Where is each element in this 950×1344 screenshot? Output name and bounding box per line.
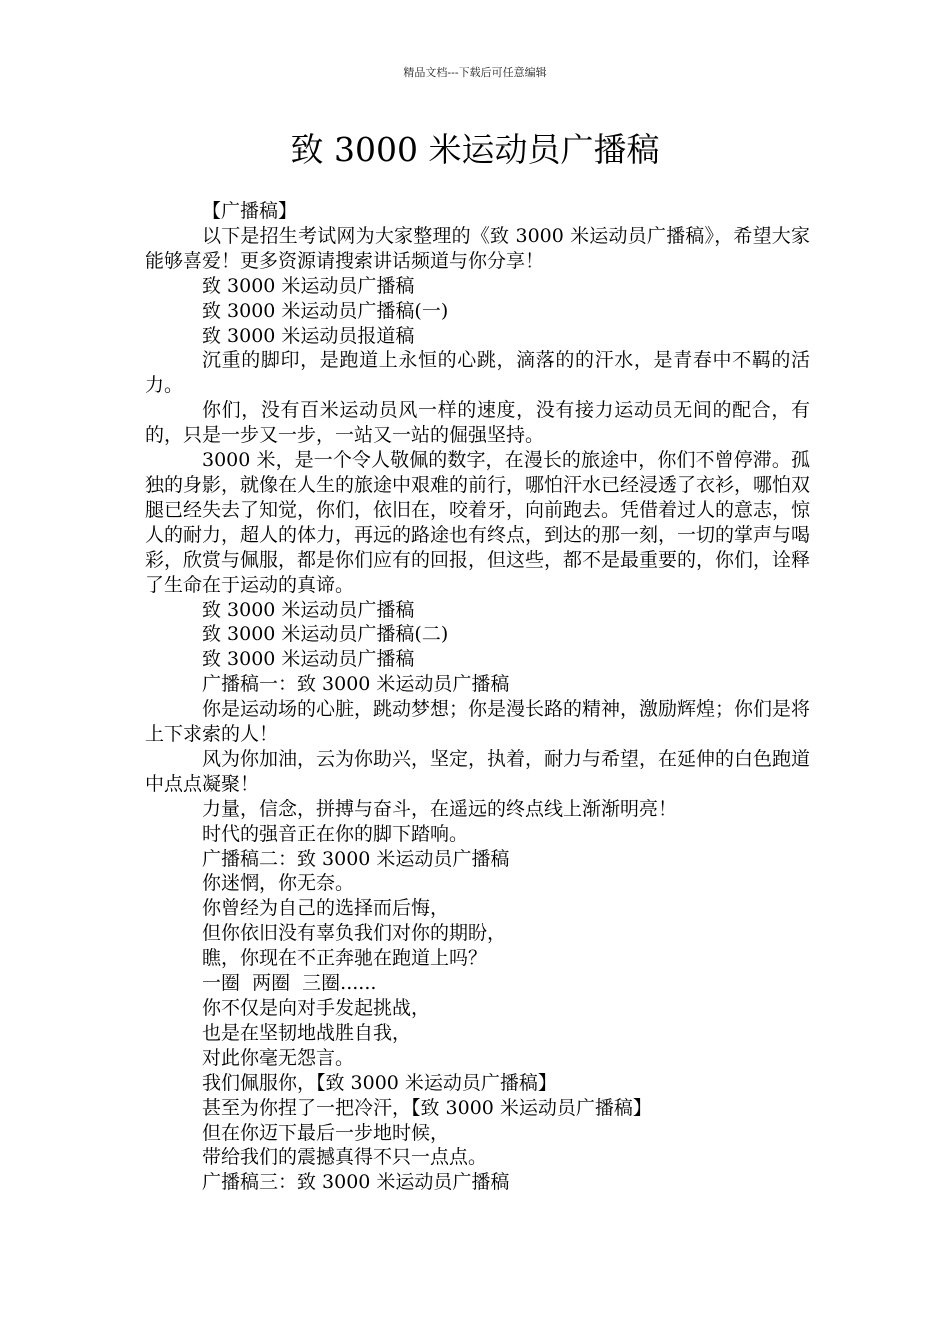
paragraph: 沉重的脚印，是跑道上永恒的心跳，滴落的的汗水，是青春中不羁的活力。 <box>145 349 810 397</box>
paragraph: 广播稿三：致 3000 米运动员广播稿 <box>202 1171 510 1194</box>
paragraph: 时代的强音正在你的脚下踏响。 <box>202 822 469 845</box>
document-title: 致 3000 米运动员广播稿 <box>290 130 660 169</box>
paragraph: 瞧，你现在不正奔驰在跑道上吗？ <box>202 947 488 970</box>
paragraph: 广播稿一：致 3000 米运动员广播稿 <box>202 673 510 696</box>
paragraph: 致 3000 米运动员报道稿 <box>202 324 415 347</box>
paragraph: 致 3000 米运动员广播稿 <box>202 648 415 671</box>
paragraph: 你们，没有百米运动员风一样的速度，没有接力运动员无间的配合，有的，只是一步又一步，一站又一站的倔强坚持。 <box>145 399 810 447</box>
paragraph: 但你依旧没有辜负我们对你的期盼， <box>202 922 507 945</box>
paragraph: 一圈 两圈 三圈...... <box>202 972 377 995</box>
paragraph: 你迷惘，你无奈。 <box>202 872 355 895</box>
paragraph: 以下是招生考试网为大家整理的《致 3000 米运动员广播稿》，希望大家能够喜爱！更多资源请搜索讲话频道与你分享！ <box>145 224 810 272</box>
paragraph: 致 3000 米运动员广播稿(一) <box>202 299 449 322</box>
paragraph: 甚至为你捏了一把冷汗，【致 3000 米运动员广播稿】 <box>202 1096 652 1119</box>
paragraph: 力量，信念，拼搏与奋斗，在遥远的终点线上渐渐明亮！ <box>202 797 678 820</box>
paragraph: 带给我们的震撼真得不只一点点。 <box>202 1146 488 1169</box>
paragraph: 【广播稿】 <box>202 200 298 222</box>
document-body <box>145 199 810 1195</box>
paragraph: 3000 米，是一个令人敬佩的数字，在漫长的旅途中，你们不曾停滞。孤独的身影，就像在人生的旅途中艰难的前行，哪怕汗水已经浸透了衣衫，哪怕双腿已经失去了知觉，你们，依旧在，咬着牙，向前跑去。凭借着过人的意志，惊人的耐力，超人的体力，再远的路途也有终点，到达的那一刻，一切的掌声与喝彩，欣赏与佩服，都是你们应有的回报，但这些，都不是最重要的，你们，诠释了生命在于运动的真谛。 <box>145 449 811 596</box>
paragraph: 我们佩服你，【致 3000 米运动员广播稿】 <box>202 1071 557 1094</box>
paragraph: 致 3000 米运动员广播稿 <box>202 598 415 621</box>
paragraph: 广播稿二：致 3000 米运动员广播稿 <box>202 847 510 870</box>
paragraph: 致 3000 米运动员广播稿 <box>202 274 415 297</box>
paragraph: 你是运动场的心脏，跳动梦想；你是漫长路的精神，激励辉煌；你们是将上下求索的人！ <box>145 698 811 746</box>
paragraph: 你不仅是向对手发起挑战， <box>202 997 431 1019</box>
page-header: 精品文档---下载后可任意编辑 <box>403 66 547 79</box>
paragraph: 对此你毫无怨言。 <box>202 1046 355 1069</box>
paragraph: 致 3000 米运动员广播稿(二) <box>202 623 449 646</box>
paragraph: 但在你迈下最后一步地时候， <box>202 1121 450 1144</box>
paragraph: 也是在坚韧地战胜自我， <box>202 1021 412 1044</box>
paragraph: 你曾经为自己的选择而后悔， <box>202 897 450 920</box>
paragraph: 风为你加油，云为你助兴，坚定，执着，耐力与希望，在延伸的白色跑道中点点凝聚！ <box>145 747 811 795</box>
